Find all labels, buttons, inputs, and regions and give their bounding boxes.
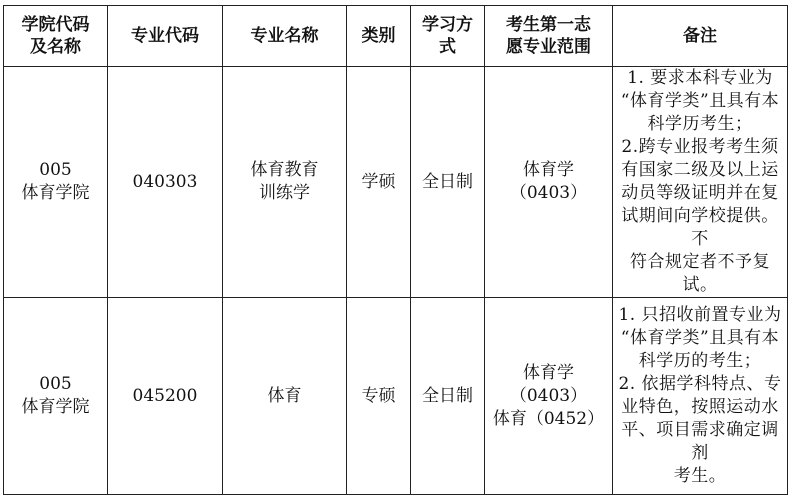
major-code-cell: 040303 <box>108 67 223 298</box>
college-cell: 005 体育学院 <box>4 67 108 298</box>
college-cell: 005 体育学院 <box>4 298 108 495</box>
notes-cell: 1. 要求本科专业为 “体育学类”且具有本 科学历考生； 2.跨专业报考考生须 有国家二级及以上运 动员等级证明并在复 试期间向学校提供。不 符合规定者不予复试。 <box>613 67 788 298</box>
category-cell: 专硕 <box>347 298 411 495</box>
header-major-name: 专业名称 <box>223 6 347 67</box>
category-cell: 学硕 <box>347 67 411 298</box>
header-category: 类别 <box>347 6 411 67</box>
notes-cell: 1. 只招收前置专业为 “体育学类”且具有本 科学历的考生； 2. 依据学科特点、专 业特色，按照运动水 平、项目需求确定调剂 考生。 <box>613 298 788 495</box>
header-row <box>4 6 788 67</box>
table-row <box>4 67 788 298</box>
header-study-mode: 学习方 式 <box>411 6 485 67</box>
header-notes: 备注 <box>613 6 788 67</box>
table-row <box>4 298 788 495</box>
header-college: 学院代码 及名称 <box>4 6 108 67</box>
scope-cell: 体育学 （0403） <box>485 67 613 298</box>
study-mode-cell: 全日制 <box>411 67 485 298</box>
major-name-cell: 体育 <box>223 298 347 495</box>
header-major-code: 专业代码 <box>108 6 223 67</box>
major-code-cell: 045200 <box>108 298 223 495</box>
major-name-cell: 体育教育 训练学 <box>223 67 347 298</box>
scope-cell: 体育学 （0403） 体育（0452） <box>485 298 613 495</box>
study-mode-cell: 全日制 <box>411 298 485 495</box>
adjustment-table <box>3 5 788 495</box>
header-scope: 考生第一志 愿专业范围 <box>485 6 613 67</box>
